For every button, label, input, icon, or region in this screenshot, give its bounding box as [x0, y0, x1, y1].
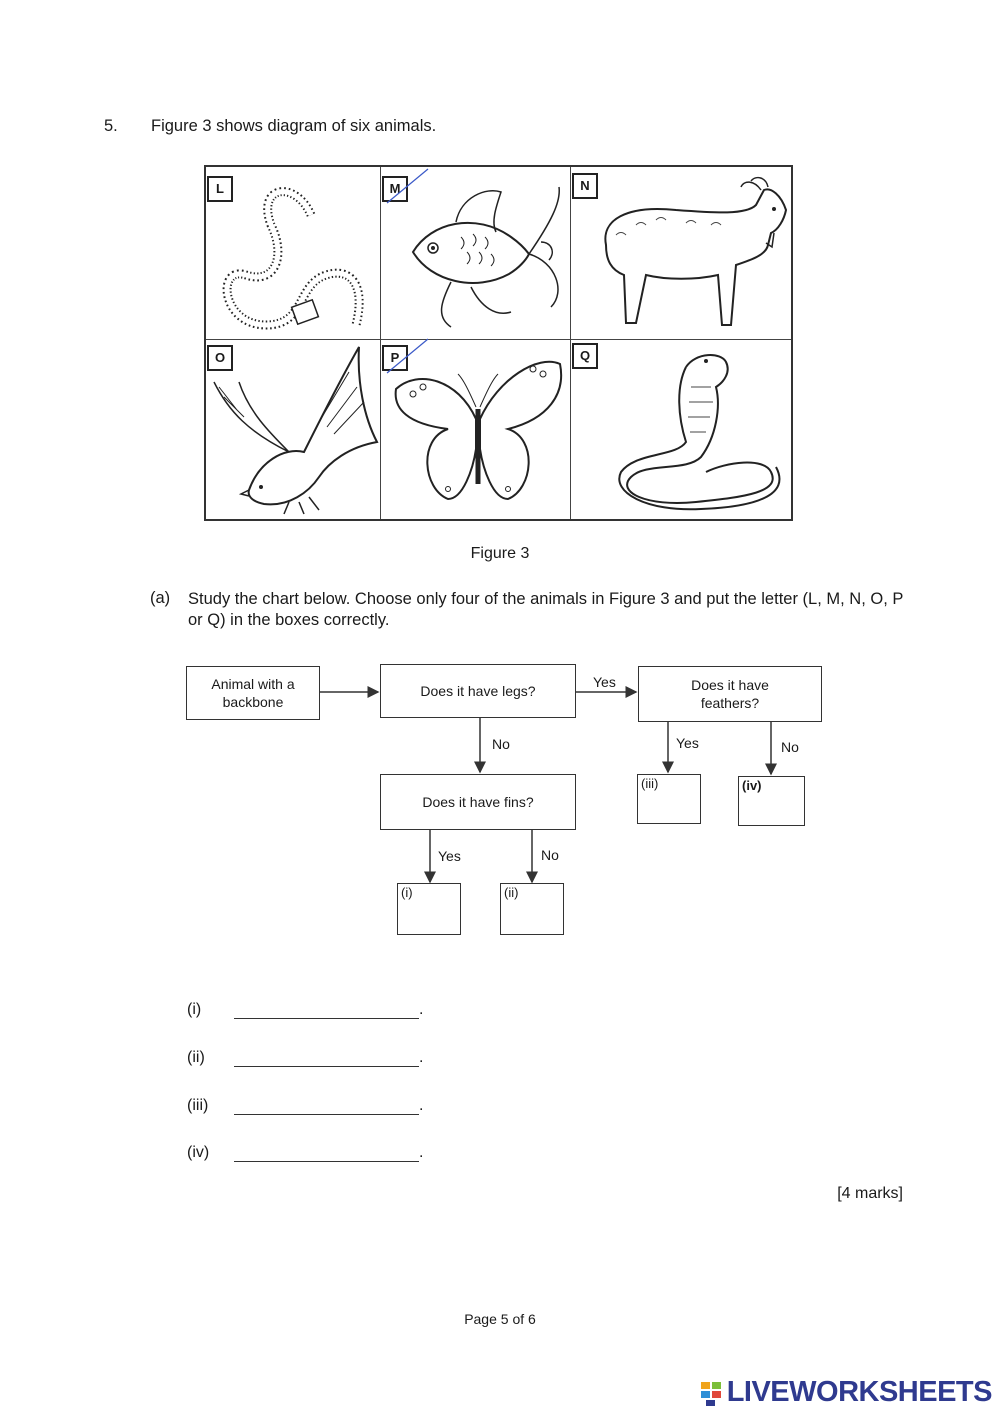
answer-label: (iii) — [187, 1097, 209, 1114]
cobra-icon — [606, 347, 791, 517]
part-a-instruction: Study the chart below. Choose only four of the animals in Figure 3 and put the letter (L, M, N, O, P or Q) in the boxes correctly. — [188, 590, 904, 629]
animal-label-m: M — [382, 176, 408, 202]
answer-box-label: (ii) — [504, 885, 519, 900]
earthworm-icon — [216, 175, 376, 335]
grid-divider — [380, 167, 381, 519]
answer-row-iii — [187, 1096, 423, 1115]
answer-box-i[interactable] — [397, 883, 461, 935]
butterfly-icon — [388, 349, 568, 514]
animal-label-p: P — [382, 345, 408, 371]
figure-caption: Figure 3 — [470, 545, 530, 562]
answer-field-i[interactable] — [234, 1000, 419, 1019]
answer-row-i — [187, 1000, 423, 1019]
liveworksheets-logo-icon — [701, 1380, 723, 1406]
question-number: 5. — [104, 117, 118, 135]
answer-label: (i) — [187, 1001, 202, 1018]
answer-suffix: . — [419, 1144, 424, 1161]
flow-no-label: No — [781, 739, 799, 755]
answer-label: (iv) — [187, 1144, 210, 1161]
brand-name: LIVEWORKSHEETS — [726, 1376, 992, 1408]
flow-yes-label: Yes — [438, 848, 461, 864]
answer-field-iii[interactable] — [234, 1096, 419, 1115]
answer-suffix: . — [419, 1097, 424, 1114]
grid-divider — [570, 167, 571, 519]
grid-divider — [206, 339, 791, 340]
eagle-icon — [209, 342, 379, 520]
answer-row-ii — [187, 1048, 423, 1067]
animal-label-l: L — [207, 176, 233, 202]
flow-no-label: No — [541, 847, 559, 863]
fish-icon — [401, 182, 566, 332]
part-a-label: (a) — [150, 589, 171, 607]
answer-suffix: . — [419, 1049, 424, 1066]
flow-no-label: No — [492, 736, 510, 752]
marks-indicator: [4 marks] — [837, 1185, 903, 1202]
answer-box-iv[interactable] — [738, 776, 805, 826]
flow-yes-label: Yes — [676, 735, 699, 751]
answer-row-iv — [187, 1143, 423, 1162]
animal-figure — [204, 165, 793, 521]
answer-box-label: (iii) — [641, 776, 659, 791]
answer-field-ii[interactable] — [234, 1048, 419, 1067]
animal-label-n: N — [572, 173, 598, 199]
answer-box-ii[interactable] — [500, 883, 564, 935]
page-footer: Page 5 of 6 — [464, 1311, 536, 1327]
question-stem: Figure 3 shows diagram of six animals. — [151, 117, 437, 135]
animal-label-o: O — [207, 345, 233, 371]
flow-legs-question: Does it have legs? — [380, 664, 576, 718]
answer-label: (ii) — [187, 1049, 205, 1066]
flow-yes-label: Yes — [593, 674, 616, 690]
goat-icon — [586, 175, 791, 335]
answer-suffix: . — [419, 1001, 424, 1018]
animal-label-q: Q — [572, 343, 598, 369]
answer-box-label: (iv) — [742, 778, 762, 793]
liveworksheets-logo — [701, 1376, 992, 1409]
classification-flowchart — [150, 650, 840, 950]
answer-box-iii[interactable] — [637, 774, 701, 824]
flow-start-box: Animal with a backbone — [186, 666, 320, 720]
flow-fins-question: Does it have fins? — [380, 774, 576, 830]
flow-feathers-question: Does it have feathers? — [638, 666, 822, 722]
answer-field-iv[interactable] — [234, 1143, 419, 1162]
answer-box-label: (i) — [401, 885, 413, 900]
